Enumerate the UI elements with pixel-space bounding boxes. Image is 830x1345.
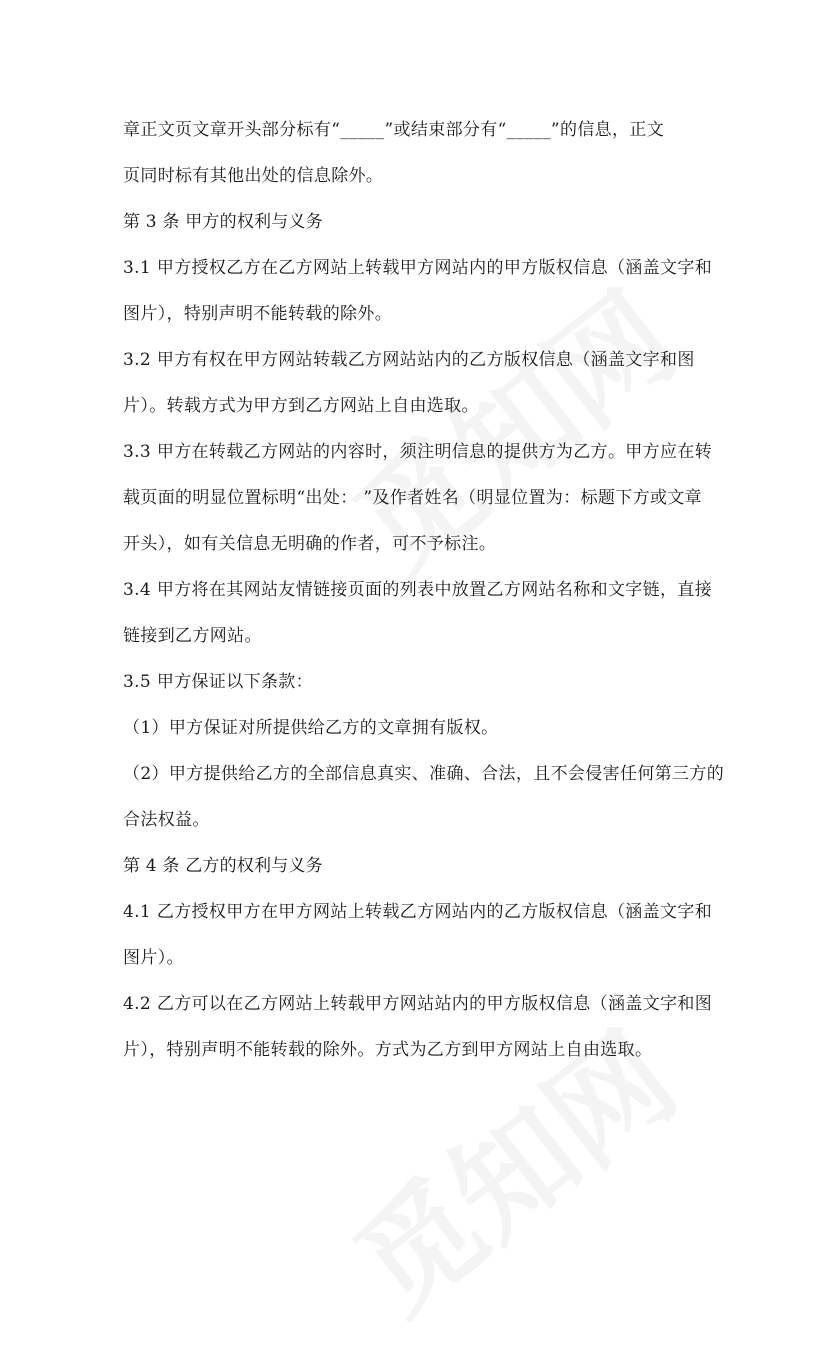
section-heading: 第 3 条 甲方的权利与义务 <box>123 212 323 232</box>
section-heading: 第 4 条 乙方的权利与义务 <box>123 856 323 876</box>
paragraph-line: 页同时标有其他出处的信息除外。 <box>123 166 384 186</box>
list-item: （2）甲方提供给乙方的全部信息真实、准确、合法，且不会侵害任何第三方的 <box>123 764 725 784</box>
paragraph-line: 3.4 甲方将在其网站友情链接页面的列表中放置乙方网站名称和文字链，直接 <box>123 580 713 600</box>
paragraph-line: 3.1 甲方授权乙方在乙方网站上转载甲方网站内的甲方版权信息（涵盖文字和 <box>123 258 713 278</box>
paragraph-line: 开头），如有关信息无明确的作者，可不予标注。 <box>123 534 497 554</box>
paragraph-line: 图片）。 <box>123 948 184 968</box>
paragraph-line: 章正文页文章开头部分标有“_____”或结束部分有“_____”的信息，正文 <box>123 120 665 140</box>
paragraph-line: 4.1 乙方授权甲方在甲方网站上转载乙方网站内的乙方版权信息（涵盖文字和 <box>123 902 713 922</box>
list-item: （1）甲方保证对所提供给乙方的文章拥有版权。 <box>123 718 499 738</box>
paragraph-line: 合法权益。 <box>123 810 210 830</box>
document-body <box>123 107 725 1073</box>
paragraph-line: 4.2 乙方可以在乙方网站上转载甲方网站站内的甲方版权信息（涵盖文字和图 <box>123 994 713 1014</box>
paragraph-line: 3.3 甲方在转载乙方网站的内容时，须注明信息的提供方为乙方。甲方应在转 <box>123 442 713 462</box>
paragraph-line: 片），特别声明不能转载的除外。方式为乙方到甲方网站上自由选取。 <box>123 1040 653 1060</box>
paragraph-line: 图片），特别声明不能转载的除外。 <box>123 304 393 324</box>
paragraph-line: 链接到乙方网站。 <box>123 626 262 646</box>
paragraph-line: 片）。转载方式为甲方到乙方网站上自由选取。 <box>123 396 479 416</box>
paragraph-line: 3.5 甲方保证以下条款： <box>123 672 313 692</box>
paragraph-line: 3.2 甲方有权在甲方网站转载乙方网站站内的乙方版权信息（涵盖文字和图 <box>123 350 695 370</box>
paragraph-line: 载页面的明显位置标明“出处： ”及作者姓名（明显位置为：标题下方或文章 <box>123 488 703 508</box>
